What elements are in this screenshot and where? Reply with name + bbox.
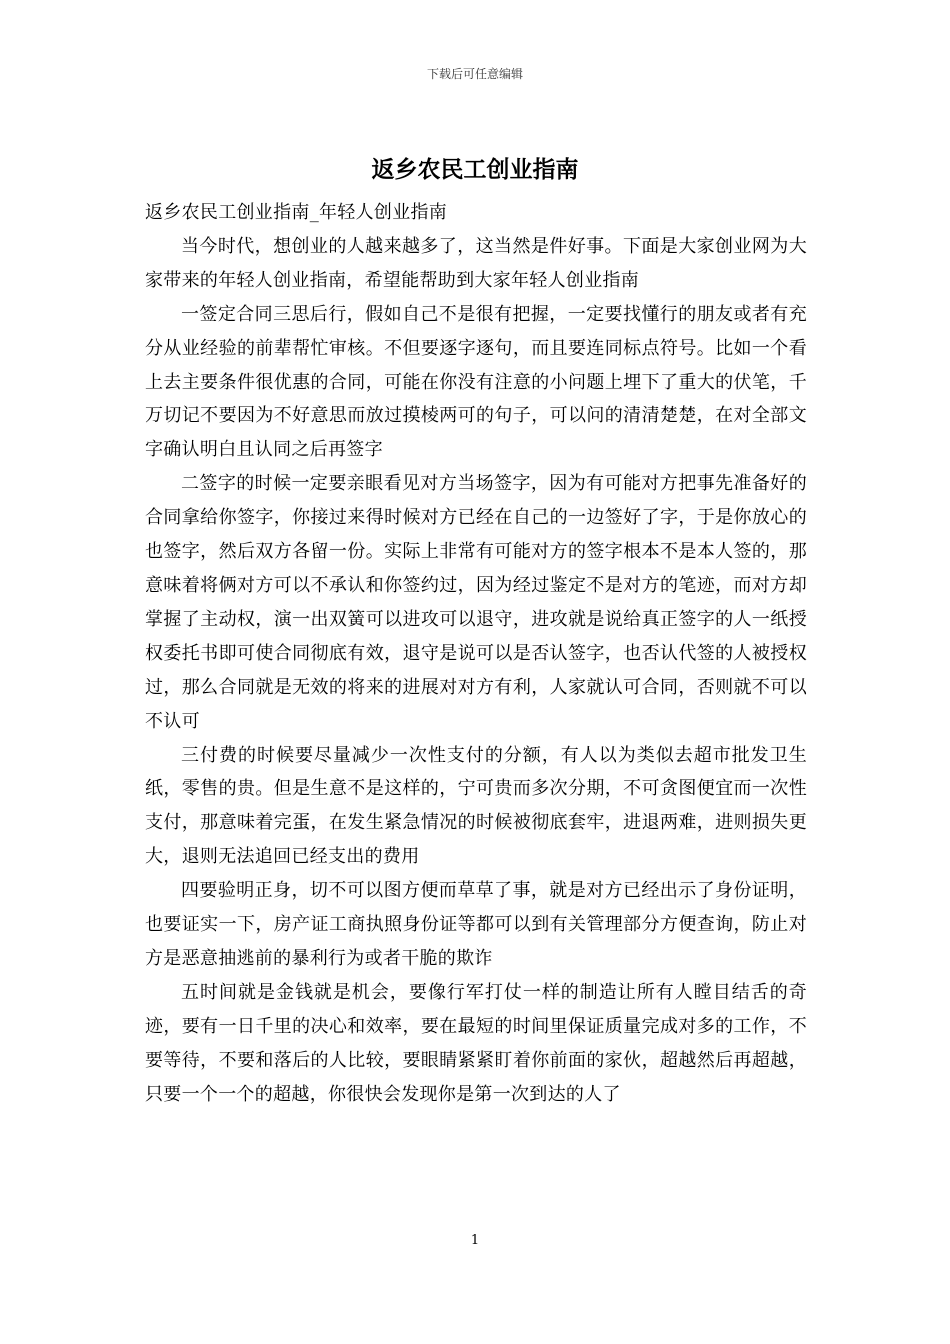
page-number: 1	[470, 1233, 480, 1248]
paragraph-point-2: 二签字的时候一定要亲眼看见对方当场签字，因为有可能对方把事先准备好的合同拿给你签字，你接过来得时候对方已经在自己的一边签好了字，于是你放心的也签字，然后双方各留一份。实际上非常有可能对方的签字根本不是本人签的，那意味着将俩对方可以不承认和你签约过，因为经过鉴定不是对方的笔迹，而对方却掌握了主动权，演一出双簧可以进攻可以退守，进攻就是说给真正签字的人一纸授权委托书即可使合同彻底有效，退守是说可以是否认签字，也否认代签的人被授权过，那么合同就是无效的将来的进展对对方有利，人家就认可合同，否则就不可以不认可	[145, 473, 807, 732]
paragraph-point-3: 三付费的时候要尽量减少一次性支付的分额，有人以为类似去超市批发卫生纸，零售的贵。但是生意不是这样的，宁可贵而多次分期，不可贪图便宜而一次性支付，那意味着完蛋，在发生紧急情况的时候被彻底套牢，进退两难，进则损失更大，退则无法追回已经支出的费用	[145, 744, 807, 868]
document-title: 返乡农民工创业指南	[371, 156, 579, 183]
paragraph-point-4: 四要验明正身，切不可以图方便而草草了事，就是对方已经出示了身份证明，也要证实一下，房产证工商执照身份证等都可以到有关管理部分方便查询，防止对方是恶意抽逃前的暴利行为或者干脆的欺诈	[145, 880, 807, 969]
paragraph-point-5: 五时间就是金钱就是机会，要像行军打仗一样的制造让所有人瞠目结舌的奇迹，要有一日千里的决心和效率，要在最短的时间里保证质量完成对多的工作，不要等待，不要和落后的人比较，要眼睛紧紧盯着你前面的家伙，超越然后再超越，只要一个一个的超越，你很快会发现你是第一次到达的人了	[145, 981, 807, 1105]
page-header-note: 下载后可任意编辑	[426, 67, 523, 81]
document-body	[145, 196, 807, 1111]
paragraph-point-1: 一签定合同三思后行，假如自己不是很有把握，一定要找懂行的朋友或者有充分从业经验的前辈帮忙审核。不但要逐字逐句，而且要连同标点符号。比如一个看上去主要条件很优惠的合同，可能在你没有注意的小问题上埋下了重大的伏笔，千万切记不要因为不好意思而放过摸棱两可的句子，可以问的清清楚楚，在对全部文字确认明白且认同之后再签字	[145, 303, 807, 461]
document-subtitle: 返乡农民工创业指南_年轻人创业指南	[145, 202, 448, 223]
paragraph-intro: 当今时代，想创业的人越来越多了，这当然是件好事。下面是大家创业网为大家带来的年轻人创业指南，希望能帮助到大家年轻人创业指南	[145, 235, 807, 291]
